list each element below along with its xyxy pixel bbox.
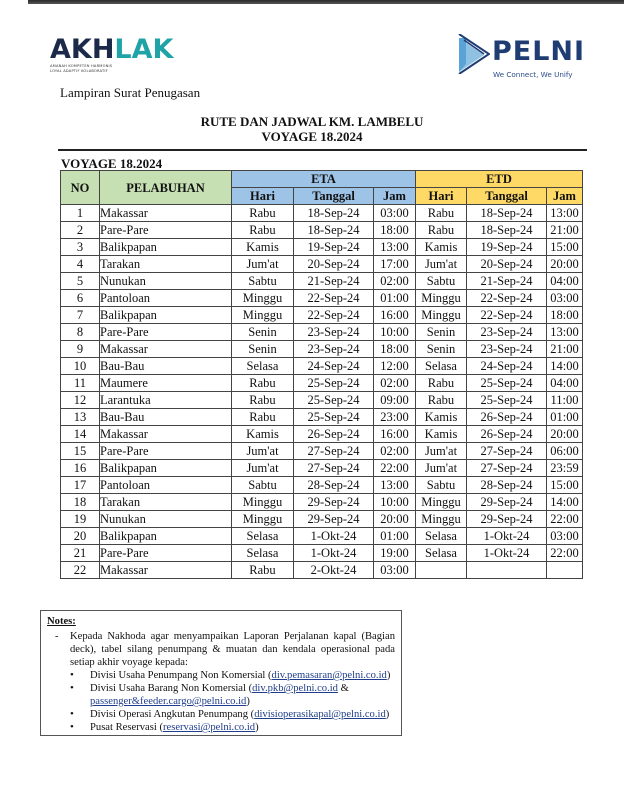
cell-eta-time: 18:00 — [374, 222, 416, 239]
cell-no: 2 — [61, 222, 100, 239]
notes-item-label: Divisi Operasi Angkutan Penumpang ( — [90, 709, 255, 720]
cell-no: 11 — [61, 375, 100, 392]
top-edge-bar — [0, 0, 624, 4]
cell-etd-time: 14:00 — [547, 358, 583, 375]
cell-eta-date: 19-Sep-24 — [294, 239, 374, 256]
document-subtitle: VOYAGE 18.2024 — [261, 129, 363, 144]
cell-etd-time: 06:00 — [547, 443, 583, 460]
cell-etd-date: 26-Sep-24 — [467, 409, 547, 426]
cell-eta-time: 03:00 — [374, 205, 416, 222]
pelni-tagline: We Connect, We Unify — [493, 70, 573, 79]
notes-box — [40, 610, 402, 736]
cell-eta-day: Rabu — [232, 392, 294, 409]
cell-eta-date: 22-Sep-24 — [294, 290, 374, 307]
cell-eta-time: 17:00 — [374, 256, 416, 273]
top-edge-gap — [0, 0, 28, 5]
cell-no: 9 — [61, 341, 100, 358]
pelni-logo — [456, 34, 606, 84]
cell-etd-time: 14:00 — [547, 494, 583, 511]
notes-item-suffix: ) — [386, 670, 391, 681]
cell-etd-time: 15:00 — [547, 239, 583, 256]
table-row — [61, 392, 583, 409]
header-eta-date: Tanggal — [294, 188, 374, 205]
cell-eta-time: 02:00 — [374, 443, 416, 460]
cell-no: 20 — [61, 528, 100, 545]
table-caption: VOYAGE 18.2024 — [61, 156, 163, 171]
cell-no: 18 — [61, 494, 100, 511]
cell-eta-day: Rabu — [232, 222, 294, 239]
pelni-wordmark: PELNI — [492, 36, 586, 67]
cell-etd-day: Jum'at — [416, 460, 467, 477]
cell-no: 15 — [61, 443, 100, 460]
table-row — [61, 528, 583, 545]
cell-etd-date: 27-Sep-24 — [467, 443, 547, 460]
cell-etd-day: Kamis — [416, 426, 467, 443]
cell-no: 8 — [61, 324, 100, 341]
cell-eta-day: Sabtu — [232, 477, 294, 494]
cell-etd-day: Senin — [416, 341, 467, 358]
cell-etd-day: Sabtu — [416, 477, 467, 494]
schedule-body — [61, 205, 583, 579]
cell-eta-day: Selasa — [232, 545, 294, 562]
cell-no: 14 — [61, 426, 100, 443]
table-row — [61, 477, 583, 494]
notes-dash: - — [55, 631, 59, 642]
cell-etd-day: Selasa — [416, 528, 467, 545]
cell-eta-date: 22-Sep-24 — [294, 307, 374, 324]
cell-eta-day: Minggu — [232, 290, 294, 307]
cell-port: Pare-Pare — [100, 324, 232, 341]
cell-no: 22 — [61, 562, 100, 579]
cell-eta-day: Selasa — [232, 358, 294, 375]
cell-etd-day: Rabu — [416, 392, 467, 409]
document-title: RUTE DAN JADWAL KM. LAMBELU — [200, 114, 424, 129]
cell-eta-date: 23-Sep-24 — [294, 341, 374, 358]
cell-etd-time: 15:00 — [547, 477, 583, 494]
cell-etd-day: Kamis — [416, 239, 467, 256]
cell-eta-date: 1-Okt-24 — [294, 545, 374, 562]
header-port: PELABUHAN — [100, 171, 232, 205]
cell-etd-day: Minggu — [416, 290, 467, 307]
cell-port: Balikpapan — [100, 307, 232, 324]
cell-etd-time: 21:00 — [547, 222, 583, 239]
cell-etd-date: 21-Sep-24 — [467, 273, 547, 290]
header-eta: ETA — [232, 171, 416, 188]
cell-eta-date: 23-Sep-24 — [294, 324, 374, 341]
cell-etd-time: 22:00 — [547, 545, 583, 562]
title-divider — [58, 149, 587, 151]
table-row — [61, 324, 583, 341]
cell-eta-time: 12:00 — [374, 358, 416, 375]
cell-eta-date: 25-Sep-24 — [294, 409, 374, 426]
table-row — [61, 562, 583, 579]
table-row — [61, 239, 583, 256]
cell-eta-day: Jum'at — [232, 460, 294, 477]
schedule-table — [60, 170, 583, 579]
cell-etd-day: Kamis — [416, 409, 467, 426]
email-link[interactable]: div.pkb@pelni.co.id — [252, 683, 338, 694]
cell-eta-day: Rabu — [232, 562, 294, 579]
cell-eta-time: 01:00 — [374, 290, 416, 307]
cell-etd-date: 22-Sep-24 — [467, 290, 547, 307]
cell-no: 6 — [61, 290, 100, 307]
cell-eta-day: Rabu — [232, 409, 294, 426]
cell-eta-date: 24-Sep-24 — [294, 358, 374, 375]
cell-eta-day: Minggu — [232, 307, 294, 324]
cell-etd-date: 27-Sep-24 — [467, 460, 547, 477]
notes-item-label: Divisi Usaha Barang Non Komersial ( — [90, 683, 253, 694]
cell-etd-day: Minggu — [416, 511, 467, 528]
cell-eta-date: 18-Sep-24 — [294, 205, 374, 222]
cell-etd-date: 20-Sep-24 — [467, 256, 547, 273]
cell-etd-day: Jum'at — [416, 256, 467, 273]
notes-item-joiner: & — [337, 683, 349, 694]
cell-port: Bau-Bau — [100, 358, 232, 375]
cell-no: 21 — [61, 545, 100, 562]
cell-port: Pare-Pare — [100, 443, 232, 460]
notes-recipient-list — [70, 669, 410, 734]
cell-eta-day: Selasa — [232, 528, 294, 545]
cell-etd-time — [547, 562, 583, 579]
cell-eta-day: Rabu — [232, 375, 294, 392]
cell-port: Nunukan — [100, 273, 232, 290]
cell-port: Pantoloan — [100, 477, 232, 494]
table-row — [61, 494, 583, 511]
cell-etd-day — [416, 562, 467, 579]
cell-etd-time: 20:00 — [547, 256, 583, 273]
notes-item-label: Pusat Reservasi ( — [90, 722, 163, 733]
notes-paragraph: Kepada Nakhoda agar menyampaikan Laporan Perjalanan kapal (Bagian deck), tabel silang penumpang & muatan dan kendala operasional pada setiap akhir voyage kepada: — [70, 631, 395, 668]
header-eta-time: Jam — [374, 188, 416, 205]
cell-no: 16 — [61, 460, 100, 477]
cell-no: 10 — [61, 358, 100, 375]
cell-etd-time: 18:00 — [547, 307, 583, 324]
cell-eta-time: 20:00 — [374, 511, 416, 528]
cell-etd-date: 18-Sep-24 — [467, 205, 547, 222]
notes-item — [90, 669, 410, 682]
cell-port: Balikpapan — [100, 460, 232, 477]
cell-eta-date: 26-Sep-24 — [294, 426, 374, 443]
cell-etd-day: Minggu — [416, 494, 467, 511]
table-row — [61, 460, 583, 477]
cell-eta-date: 29-Sep-24 — [294, 511, 374, 528]
cell-eta-time: 16:00 — [374, 426, 416, 443]
cell-eta-day: Senin — [232, 324, 294, 341]
table-row — [61, 426, 583, 443]
cell-eta-date: 2-Okt-24 — [294, 562, 374, 579]
cell-etd-date: 29-Sep-24 — [467, 511, 547, 528]
cell-etd-date: 25-Sep-24 — [467, 375, 547, 392]
cell-eta-day: Minggu — [232, 511, 294, 528]
cell-etd-date: 22-Sep-24 — [467, 307, 547, 324]
cell-etd-date: 24-Sep-24 — [467, 358, 547, 375]
cell-eta-date: 25-Sep-24 — [294, 375, 374, 392]
cell-etd-date: 26-Sep-24 — [467, 426, 547, 443]
cell-eta-day: Sabtu — [232, 273, 294, 290]
cell-eta-day: Minggu — [232, 494, 294, 511]
table-row — [61, 375, 583, 392]
cell-port: Bau-Bau — [100, 409, 232, 426]
cell-etd-time: 04:00 — [547, 273, 583, 290]
cell-etd-time: 21:00 — [547, 341, 583, 358]
header-eta-day: Hari — [232, 188, 294, 205]
cell-etd-time: 11:00 — [547, 392, 583, 409]
table-row — [61, 341, 583, 358]
header-etd-date: Tanggal — [467, 188, 547, 205]
cell-eta-time: 18:00 — [374, 341, 416, 358]
cell-eta-day: Kamis — [232, 426, 294, 443]
cell-eta-time: 01:00 — [374, 528, 416, 545]
table-row — [61, 290, 583, 307]
table-row — [61, 307, 583, 324]
cell-no: 12 — [61, 392, 100, 409]
cell-eta-time: 16:00 — [374, 307, 416, 324]
cell-etd-date: 29-Sep-24 — [467, 494, 547, 511]
cell-eta-day: Senin — [232, 341, 294, 358]
akhlak-tagline-2: LOYAL ADAPTIF KOLABORATIF — [50, 69, 108, 73]
table-row — [61, 545, 583, 562]
cell-port: Makassar — [100, 426, 232, 443]
cell-port: Makassar — [100, 205, 232, 222]
cell-port: Makassar — [100, 562, 232, 579]
cell-eta-date: 27-Sep-24 — [294, 443, 374, 460]
cell-eta-time: 13:00 — [374, 477, 416, 494]
cell-port: Nunukan — [100, 511, 232, 528]
cell-no: 3 — [61, 239, 100, 256]
cell-no: 4 — [61, 256, 100, 273]
cell-no: 19 — [61, 511, 100, 528]
cell-etd-day: Senin — [416, 324, 467, 341]
cell-etd-time: 03:00 — [547, 290, 583, 307]
notes-item — [90, 682, 410, 708]
cell-etd-day: Rabu — [416, 205, 467, 222]
cell-etd-date — [467, 562, 547, 579]
cell-etd-date: 18-Sep-24 — [467, 222, 547, 239]
notes-item-suffix: ) — [385, 709, 390, 720]
cell-eta-time: 09:00 — [374, 392, 416, 409]
cell-no: 17 — [61, 477, 100, 494]
cell-etd-date: 23-Sep-24 — [467, 324, 547, 341]
cell-eta-date: 29-Sep-24 — [294, 494, 374, 511]
cell-port: Tarakan — [100, 256, 232, 273]
cell-etd-time: 13:00 — [547, 324, 583, 341]
cell-etd-date: 25-Sep-24 — [467, 392, 547, 409]
email-link[interactable]: div.pemasaran@pelni.co.id — [271, 670, 387, 681]
cell-eta-time: 02:00 — [374, 273, 416, 290]
pelni-play-icon — [456, 34, 490, 74]
cell-port: Tarakan — [100, 494, 232, 511]
akhlak-wordmark-dark: AKH — [50, 34, 115, 65]
cell-port: Balikpapan — [100, 528, 232, 545]
cell-etd-day: Selasa — [416, 358, 467, 375]
cell-eta-date: 28-Sep-24 — [294, 477, 374, 494]
table-row — [61, 222, 583, 239]
cell-eta-day: Jum'at — [232, 443, 294, 460]
notes-title: Notes: — [47, 616, 76, 627]
cell-etd-time: 20:00 — [547, 426, 583, 443]
header-etd: ETD — [416, 171, 583, 188]
table-row — [61, 256, 583, 273]
cell-port: Maumere — [100, 375, 232, 392]
cell-no: 7 — [61, 307, 100, 324]
cell-eta-date: 20-Sep-24 — [294, 256, 374, 273]
cell-eta-time: 10:00 — [374, 324, 416, 341]
table-row — [61, 511, 583, 528]
cell-etd-date: 1-Okt-24 — [467, 545, 547, 562]
cell-eta-day: Rabu — [232, 205, 294, 222]
cell-port: Pare-Pare — [100, 545, 232, 562]
cell-eta-date: 25-Sep-24 — [294, 392, 374, 409]
cell-no: 1 — [61, 205, 100, 222]
cell-etd-day: Rabu — [416, 222, 467, 239]
cell-port: Larantuka — [100, 392, 232, 409]
header-etd-day: Hari — [416, 188, 467, 205]
table-row — [61, 443, 583, 460]
cell-etd-time: 13:00 — [547, 205, 583, 222]
notes-item-suffix: ) — [255, 722, 259, 733]
cell-etd-day: Jum'at — [416, 443, 467, 460]
cell-eta-date: 1-Okt-24 — [294, 528, 374, 545]
table-row — [61, 205, 583, 222]
attachment-label: Lampiran Surat Penugasan — [60, 85, 201, 100]
cell-etd-time: 04:00 — [547, 375, 583, 392]
notes-item-suffix: ) — [246, 696, 250, 707]
table-row — [61, 409, 583, 426]
notes-item-label: Divisi Usaha Penumpang Non Komersial ( — [90, 670, 272, 681]
email-link[interactable]: passenger&feeder.cargo@pelni.co.id — [90, 696, 247, 707]
notes-item — [90, 721, 410, 734]
cell-port: Pare-Pare — [100, 222, 232, 239]
cell-port: Pantoloan — [100, 290, 232, 307]
cell-no: 5 — [61, 273, 100, 290]
cell-no: 13 — [61, 409, 100, 426]
cell-eta-day: Kamis — [232, 239, 294, 256]
cell-eta-time: 10:00 — [374, 494, 416, 511]
cell-etd-date: 19-Sep-24 — [467, 239, 547, 256]
cell-eta-date: 18-Sep-24 — [294, 222, 374, 239]
cell-etd-date: 23-Sep-24 — [467, 341, 547, 358]
cell-port: Makassar — [100, 341, 232, 358]
email-link[interactable]: divisioperasikapal@pelni.co.id — [254, 709, 386, 720]
cell-etd-day: Sabtu — [416, 273, 467, 290]
notes-item — [90, 708, 410, 721]
cell-eta-time: 03:00 — [374, 562, 416, 579]
cell-eta-time: 02:00 — [374, 375, 416, 392]
email-link[interactable]: reservasi@pelni.co.id — [162, 722, 256, 733]
cell-etd-date: 28-Sep-24 — [467, 477, 547, 494]
cell-eta-time: 13:00 — [374, 239, 416, 256]
cell-eta-time: 19:00 — [374, 545, 416, 562]
cell-eta-date: 21-Sep-24 — [294, 273, 374, 290]
cell-etd-time: 03:00 — [547, 528, 583, 545]
cell-etd-time: 01:00 — [547, 409, 583, 426]
cell-eta-day: Jum'at — [232, 256, 294, 273]
akhlak-wordmark-teal: LAK — [114, 34, 174, 65]
cell-eta-time: 23:00 — [374, 409, 416, 426]
akhlak-wordmark — [50, 36, 173, 64]
cell-etd-date: 1-Okt-24 — [467, 528, 547, 545]
cell-etd-time: 23:59 — [547, 460, 583, 477]
header-etd-time: Jam — [547, 188, 583, 205]
cell-eta-date: 27-Sep-24 — [294, 460, 374, 477]
cell-eta-time: 22:00 — [374, 460, 416, 477]
table-row — [61, 358, 583, 375]
akhlak-tagline-1: AMANAH KOMPETEN HARMONIS — [50, 64, 113, 68]
table-row — [61, 273, 583, 290]
header-no: NO — [61, 171, 100, 205]
cell-etd-day: Rabu — [416, 375, 467, 392]
cell-etd-time: 22:00 — [547, 511, 583, 528]
cell-port: Balikpapan — [100, 239, 232, 256]
cell-etd-day: Selasa — [416, 545, 467, 562]
cell-etd-day: Minggu — [416, 307, 467, 324]
akhlak-logo — [50, 36, 173, 74]
